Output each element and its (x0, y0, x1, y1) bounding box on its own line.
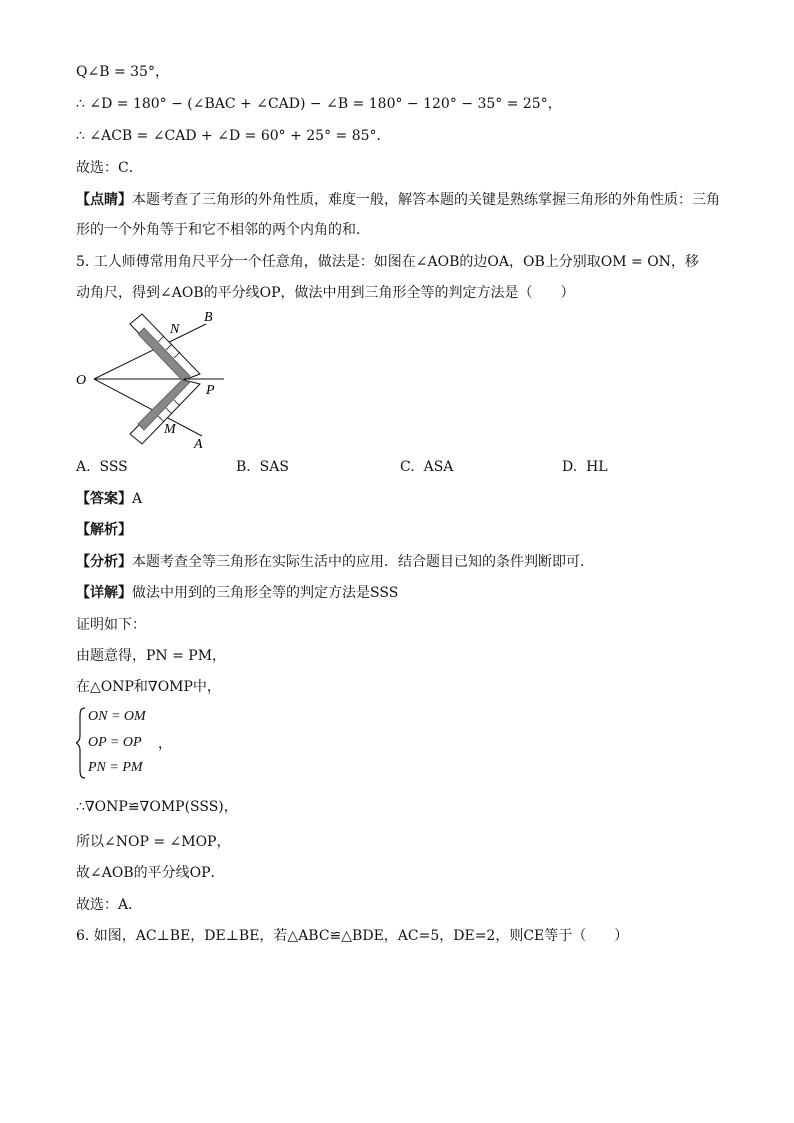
angle-bisector-figure (72, 308, 242, 456)
given-line: 由题意得，PN = PM， (76, 648, 227, 664)
answer-choices (76, 457, 676, 477)
label-o: O (76, 373, 87, 388)
choice-text: HL (586, 459, 608, 475)
left-brace-icon (76, 706, 86, 780)
choice-label: C. (400, 459, 415, 475)
hence-line: 故∠AOB的平分线OP． (76, 865, 225, 881)
question-6-line: 6. 如图，AC⊥BE，DE⊥BE，若△ABC≌△BDE，AC=5，DE=2，则CE等于（ ） (76, 928, 629, 944)
text-line: 形的一个外角等于和它不相邻的两个内角的和． (76, 222, 370, 238)
comment-text: 本题考查了三角形的外角性质，难度一般，解答本题的关键是熟练掌握三角形的外角性质：三角 (132, 192, 720, 208)
choice-text: ASA (423, 459, 454, 475)
equation-system (76, 706, 276, 780)
label-m: M (164, 422, 176, 437)
choice-b (236, 457, 289, 477)
label-a: A (194, 437, 203, 452)
system-row-1: ON = OM (88, 709, 146, 724)
text-line: Q∠B = 35°， (76, 64, 169, 80)
proof-line: 证明如下： (76, 617, 146, 633)
fenxi-tag: 【分析】 (76, 554, 132, 570)
xiangjie-text: 做法中用到的三角形全等的判定方法是SSS (132, 585, 399, 601)
choice-text: SSS (99, 459, 128, 475)
system-row-3: PN = PM (88, 760, 143, 775)
choice-c (400, 457, 453, 477)
text-line: ∴ ∠D = 180° − (∠BAC + ∠CAD) − ∠B = 180° − 120° − 35° = 25°， (76, 96, 562, 112)
choice-text: SAS (259, 459, 289, 475)
choice-label: D. (562, 459, 578, 475)
answer-value: A (132, 491, 143, 507)
answer-line (76, 489, 142, 509)
choice-label: A. (76, 459, 91, 475)
comment-line (76, 190, 720, 210)
figure-svg (72, 308, 242, 456)
answer-tag: 【答案】 (76, 491, 132, 507)
choice-label: B. (236, 459, 251, 475)
choice-a (76, 457, 128, 477)
so-line: 所以∠NOP = ∠MOP， (76, 834, 231, 850)
xiangjie-line (76, 583, 398, 603)
choose-line: 故选：A． (76, 897, 143, 913)
label-n: N (170, 322, 180, 337)
therefore-line: ∴∇ONP≌∇OMP(SSS)， (76, 799, 238, 815)
label-b: B (204, 310, 213, 325)
triangle-line: 在△ONP和∇OMP中， (76, 679, 221, 695)
analysis-heading (76, 520, 132, 540)
square-upper-arm (130, 314, 200, 380)
fenxi-text: 本题考查全等三角形在实际生活中的应用．结合题目已知的条件判断即可． (132, 554, 594, 570)
question-5-line-2: 动角尺，得到∠AOB的平分线OP，做法中用到三角形全等的判定方法是（ ） (76, 285, 575, 301)
system-comma: ， (158, 736, 172, 752)
fenxi-line (76, 552, 594, 572)
analysis-tag: 【解析】 (76, 522, 132, 538)
label-p: P (206, 383, 215, 398)
choice-d (562, 457, 608, 477)
comment-tag: 【点睛】 (76, 192, 132, 208)
system-row-2: OP = OP (88, 735, 142, 750)
text-line: 故选：C． (76, 160, 143, 176)
text-line: ∴ ∠ACB = ∠CAD + ∠D = 60° + 25° = 85°． (76, 128, 391, 144)
xiangjie-tag: 【详解】 (76, 585, 132, 601)
question-5-line-1: 5. 工人师傅常用角尺平分一个任意角，做法是：如图在∠AOB的边OA，OB上分别取OM = ON，移 (76, 254, 699, 270)
